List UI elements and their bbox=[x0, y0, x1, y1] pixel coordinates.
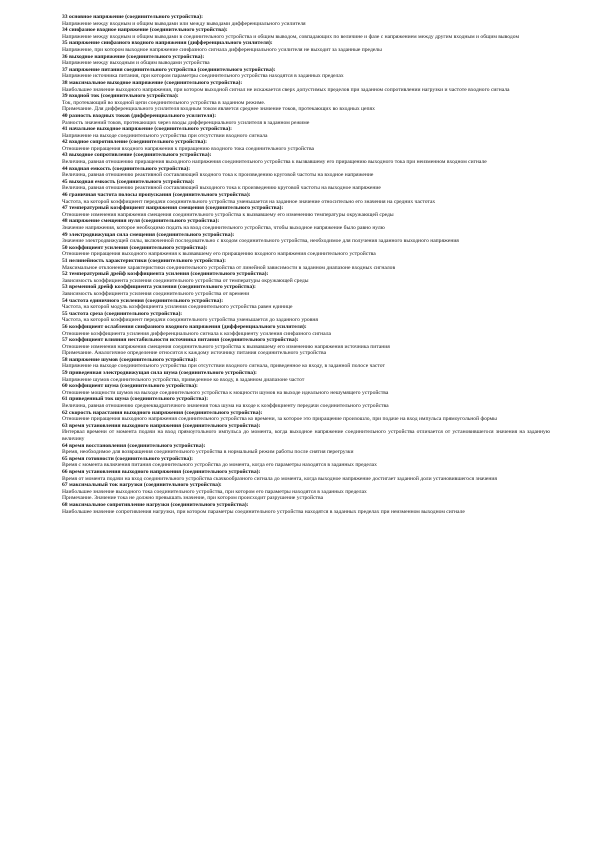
term-definition: Отношение изменения напряжения смещения соединительного устройства к вызвавшему его изменению напряжения источника питания bbox=[62, 343, 390, 350]
term-heading: 34 синфазное входное напряжение (соединительного устройства): bbox=[62, 27, 228, 34]
term-definition: Напряжение источника питания, при котором параметры соединительного устройства находятся в заданных пределах bbox=[62, 73, 344, 80]
term-entry bbox=[62, 54, 550, 67]
term-heading: 54 частота единичного усиления (соединительного устройства): bbox=[62, 297, 224, 304]
term-heading: 61 приведенный ток шума (соединительного устройства): bbox=[62, 396, 209, 403]
term-entry bbox=[62, 166, 550, 179]
term-definition: Частота, на которой модуль коэффициента усиления соединительного устройства равен единице bbox=[62, 304, 293, 311]
term-heading: 51 нелинейность характеристики (соединительного устройства): bbox=[62, 257, 226, 264]
term-heading: 63 время установления выходного напряжения (соединительного устройства): bbox=[62, 422, 261, 429]
term-entry bbox=[62, 93, 550, 113]
term-definition: Отношение коэффициента усиления дифференциального сигнала к коэффициенту усиления синфазного сигнала bbox=[62, 330, 331, 337]
term-definition: Напряжение, при котором выходное напряжение синфазного сигнала дифференциального усилителя не выходит за заданные пределы bbox=[62, 46, 382, 53]
term-entry bbox=[62, 232, 550, 245]
term-heading: 41 начальное выходное напряжение (соединительного устройства): bbox=[62, 126, 233, 133]
term-heading: 55 частота среза (соединительного устройства): bbox=[62, 310, 183, 317]
term-definition: Отношение приращения выходного напряжения к вызвавшему его приращению входного напряжения соединительного устройства bbox=[62, 251, 376, 258]
term-definition: Величина, равная отношению реактивной составляющей выходного тока к произведению круговой частоты на выходное напряжение bbox=[62, 185, 381, 192]
term-definition: Время, необходимое для возвращения соединительного устройства в нормальный режим работы после снятия перегрузки bbox=[62, 449, 354, 456]
term-heading: 62 скорость нарастания выходного напряжения (соединительного устройства): bbox=[62, 409, 263, 416]
term-heading: 43 выходное сопротивление (соединительного устройства): bbox=[62, 152, 212, 159]
term-entry bbox=[62, 396, 550, 409]
term-definition: Зависимость коэффициента усиления соединительного устройства от температуры окружающей среды bbox=[62, 277, 309, 284]
term-definition: Примечание. Аналогичное определение относится к каждому источнику питания соединительного устройства bbox=[62, 350, 327, 357]
term-heading: 42 входное сопротивление (соединительного устройства): bbox=[62, 139, 207, 146]
term-definition: Напряжение шумов соединительного устройства, приведенное ко входу, в заданном диапазоне частот bbox=[62, 376, 305, 383]
term-heading: 38 максимальное выходное напряжение (соединительного устройства): bbox=[62, 79, 243, 86]
term-heading: 48 напряжение смещения нуля (соединительного устройства): bbox=[62, 218, 220, 225]
term-entry bbox=[62, 298, 550, 311]
term-heading: 40 разность входных токов (дифференциального усилителя): bbox=[62, 112, 217, 119]
term-heading: 46 граничная частота полосы пропускания (соединительного устройства): bbox=[62, 192, 251, 199]
term-entry bbox=[62, 324, 550, 337]
term-definition: Значение электродвижущей силы, включенной последовательно с входом соединительного устройства, необходимое для получения заданного выходного напряжения bbox=[62, 238, 459, 245]
term-definition: Напряжение на выходе соединительного устройства при отсутствии входного сигнала, приведенное ко входу, в заданной полосе частот bbox=[62, 363, 385, 370]
term-heading: 49 электродвижущая сила смещения (соединительного устройства): bbox=[62, 231, 235, 238]
term-heading: 66 время установления выходного напряжения (соединительного устройства): bbox=[62, 468, 261, 475]
term-definition: Максимальное отклонение характеристики соединительного устройства от линейной зависимости в заданном диапазоне входных сигналов bbox=[62, 264, 396, 271]
term-entry bbox=[62, 311, 550, 324]
term-entry bbox=[62, 205, 550, 218]
term-definition: Наибольшее значение выходного напряжения, при котором выходной сигнал не искажается сверх допустимых пределов при заданном сопротивлении нагрузки и частоте входного сигнала bbox=[62, 86, 510, 93]
term-entry bbox=[62, 271, 550, 284]
term-definition: Зависимость коэффициента усиления соединительного устройства от времени bbox=[62, 290, 250, 297]
term-entry bbox=[62, 245, 550, 258]
term-entry bbox=[62, 456, 550, 469]
term-definition: Разность значений токов, протекающих через входы дифференциального усилителя в заданном режиме bbox=[62, 119, 310, 126]
term-entry bbox=[62, 192, 550, 205]
term-entry bbox=[62, 423, 550, 443]
term-definition: Наибольшее значение сопротивления нагрузки, при котором параметры соединительного устройства находятся в заданных пределах при неизменном выходном сигнале bbox=[62, 508, 465, 515]
document-page bbox=[62, 14, 550, 834]
term-definition: Отношение изменения напряжения смещения соединительного устройства к вызвавшему его изменению температуры окружающей среды bbox=[62, 211, 394, 218]
term-entry bbox=[62, 258, 550, 271]
term-entry bbox=[62, 80, 550, 93]
term-definition: Значение напряжения, которое необходимо подать на вход соединительного устройства, чтобы выходное напряжение было равно нулю bbox=[62, 225, 385, 231]
term-entry bbox=[62, 113, 550, 126]
term-definition: Примечание. Для дифференциального усилителя входным током является среднее значение токов, протекающих во входных цепях bbox=[62, 106, 375, 113]
term-heading: 52 температурный дрейф коэффициента усиления (соединительного устройства): bbox=[62, 271, 269, 278]
term-heading: 53 временной дрейф коэффициента усиления (соединительного устройства): bbox=[62, 284, 256, 291]
term-entry bbox=[62, 357, 550, 370]
term-definition: Отношение приращения входного напряжения к приращению входного тока соединительного устройства bbox=[62, 145, 315, 152]
term-heading: 64 время восстановления (соединительного устройства): bbox=[62, 442, 206, 449]
term-entry bbox=[62, 218, 550, 231]
term-definition: Напряжение между выходным и общим выводами устройства bbox=[62, 60, 210, 67]
term-entry bbox=[62, 179, 550, 192]
term-heading: 37 напряжение питания соединительного устройства (соединительного устройства): bbox=[62, 66, 276, 73]
term-definition: Частота, на которой коэффициент передачи соединительного устройства уменьшается на заданное значение относительно его значения на средних частотах bbox=[62, 198, 436, 205]
term-heading: 35 напряжение синфазного входного напряжения (дифференциального усилителя): bbox=[62, 40, 273, 47]
term-definition: Отношение мощности шумов на выходе соединительного устройства к мощности шумов на выходе идеального нешумящего устройства bbox=[62, 389, 389, 396]
term-definition: Отношение приращения выходного напряжения соединительного устройства ко времени, за которое это приращение произошло, при подаче на вход импульса прямоугольной формы bbox=[62, 416, 497, 423]
term-definition: Величина, равная отношению приращения выходного напряжения соединительного устройства к вызвавшему его приращению выходного тока при неизменном входном сигнале bbox=[62, 159, 487, 166]
term-entry bbox=[62, 370, 550, 383]
term-entry bbox=[62, 27, 550, 40]
term-entry bbox=[62, 126, 550, 139]
term-entry bbox=[62, 502, 550, 515]
term-entry bbox=[62, 284, 550, 297]
term-heading: 68 максимальное сопротивление нагрузки (соединительного устройства): bbox=[62, 501, 249, 508]
term-heading: 39 входной ток (соединительного устройства): bbox=[62, 93, 179, 100]
term-heading: 44 входная емкость (соединительного устройства): bbox=[62, 165, 191, 172]
term-heading: 60 коэффициент шума (соединительного устройства): bbox=[62, 383, 198, 390]
term-entry bbox=[62, 383, 550, 396]
term-entry bbox=[62, 152, 550, 165]
term-entry bbox=[62, 482, 550, 502]
term-definition: Наибольшее значение выходного тока соединительного устройства, при котором его параметры находятся в заданных пределах bbox=[62, 488, 367, 495]
term-entry bbox=[62, 469, 550, 482]
term-heading: 67 максимальный ток нагрузки (соединительного устройства): bbox=[62, 482, 222, 489]
term-entry bbox=[62, 410, 550, 423]
term-definition: Время от момента подачи на вход соединительного устройства скачкообразного сигнала до момента, когда выходное напряжение достигает заданной доли установившегося значения bbox=[62, 475, 497, 482]
term-heading: 56 коэффициент ослабления синфазного входного напряжения (дифференциального усилителя): bbox=[62, 323, 307, 330]
term-heading: 50 коэффициент усиления (соединительного устройства): bbox=[62, 244, 208, 251]
term-heading: 57 коэффициент влияния нестабильности источника питания (соединительного устройства): bbox=[62, 337, 299, 344]
term-heading: 65 время готовности (соединительного устройства): bbox=[62, 455, 194, 462]
term-definition: Время с момента включения питания соединительного устройства до момента, когда его параметры находятся в заданных пределах bbox=[62, 462, 377, 469]
term-definition: Величина, равная отношению реактивной составляющей входного тока к произведению круговой частоты на входное напряжение bbox=[62, 172, 374, 179]
term-definition: Напряжение на выходе соединительного устройства при отсутствии входного сигнала bbox=[62, 132, 268, 139]
term-definition: Интервал времени от момента подачи на вход прямоугольного импульса до момента, когда выходное напряжение соединительного устройства отличается от установившегося значения на заданную величину bbox=[62, 429, 550, 442]
term-heading: 58 напряжение шумов (соединительного устройства): bbox=[62, 356, 198, 363]
term-heading: 36 выходное напряжение (соединительного устройства): bbox=[62, 53, 205, 60]
term-definition: Примечание. Значение тока не должно превышать значение, при котором происходит разрушение устройства bbox=[62, 495, 324, 502]
term-entry bbox=[62, 443, 550, 456]
term-definition: Частота, на которой коэффициент передачи соединительного устройства уменьшается до заданного уровня bbox=[62, 317, 318, 324]
term-heading: 33 основное напряжение (соединительного устройства): bbox=[62, 14, 203, 20]
term-heading: 59 приведенная электродвижущая сила шума (соединительного устройства): bbox=[62, 370, 257, 377]
term-entry bbox=[62, 139, 550, 152]
term-definition: Напряжение между входным и общим выводами или между выводами дифференциального усилителя bbox=[62, 20, 306, 27]
term-heading: 47 температурный коэффициент напряжения смещения (соединительного устройства): bbox=[62, 205, 284, 212]
term-heading: 45 выходная емкость (соединительного устройства): bbox=[62, 178, 195, 185]
term-entry bbox=[62, 337, 550, 357]
term-definition: Ток, протекающий во входной цепи соединительного устройства в заданном режиме. bbox=[62, 99, 266, 106]
term-entry bbox=[62, 40, 550, 53]
term-entry bbox=[62, 14, 550, 27]
term-entry bbox=[62, 67, 550, 80]
term-definition: Величина, равная отношению среднеквадратичного значения тока шума на входе к коэффициенту передачи соединительного устройства bbox=[62, 403, 389, 410]
term-definition: Напряжение между входным и общим выводами в соединительного устройства и общим выводом, совпадающих по величине и фазе с напряжением между другим входным и общим выводом bbox=[62, 33, 519, 40]
